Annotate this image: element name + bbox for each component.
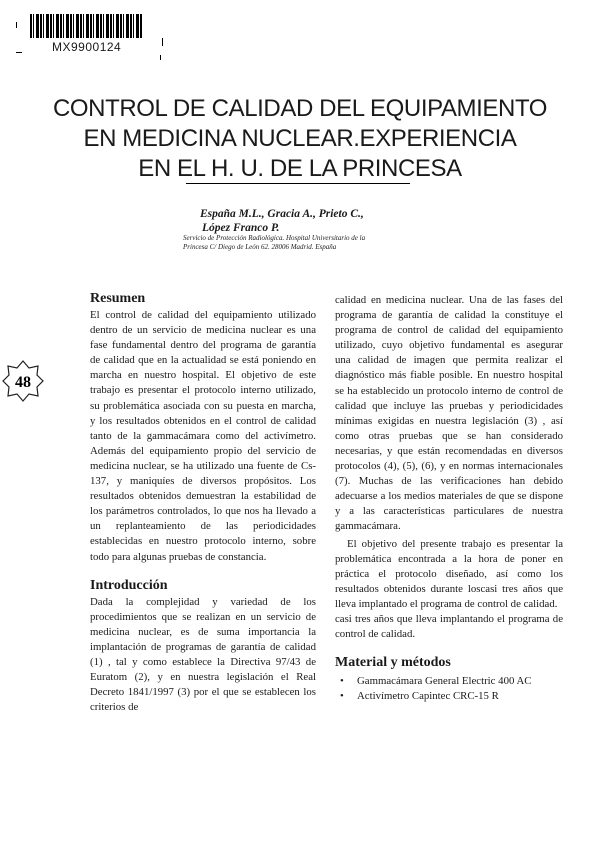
title-underline [186, 183, 410, 184]
page-number: 48 [15, 374, 31, 391]
title-line-1: CONTROL DE CALIDAD DEL EQUIPAMIENTO [52, 95, 548, 122]
title-line-3: EN EL H. U. DE LA PRINCESA [138, 155, 462, 182]
abstract-paragraph: El control de calidad del equipamiento utilizado dentro de un servicio de medicina nuclear es una fase fundamental dentro del programa de garantía de calidad que en la actualidad se está poniendo en marcha en nuestro hospital. El objetivo de este trabajo es presentar el protocolo interno utilizado, su problemática asociada con su puesta en marcha, y los resultados obtenidos en el control de calidad tanto de la gammacámara como del activímetro. Además del equipamiento propio del servicio de medicina nuclear, se ha utilizado una fuente de Cs-137, y maniquíes de diversos propósitos. Los resultados obtenidos demuestran la estabilidad de los parámetros controlados, lo que nos ha llevado a un replanteamiento de las periodicidades establecidas en nuestro protocolo interno, sobre todo para algunas pruebas de constancia. [90, 309, 316, 563]
section-heading-materiales: Material y métodos [335, 655, 451, 671]
authors-line-1: España M.L., Gracia A., Prieto C., [200, 208, 364, 220]
scan-mark [16, 22, 17, 28]
list-item: • Activímetro Capintec CRC-15 R [335, 689, 563, 704]
barcode [30, 14, 142, 38]
section-heading-resumen: Resumen [90, 291, 146, 306]
section-heading-introduccion: Introducción [90, 577, 168, 593]
scan-mark [162, 38, 163, 46]
paper-title [0, 94, 600, 184]
intro-paragraph-1-continued: calidad en medicina nuclear. Una de las fases del programa de garantía de calidad la constituye el programa de control de calidad del equipamiento utilizado, cuyo objetivo fundamental es asegurar una calidad de imagen que permita realizar el diagnóstico más fiable posible. En nuestro hospital se ha establecido un protocolo interno de control de calidad que incluye las pruebas y periodicidades mínimas exigidas en nuestra legislación (3) , así como otras pruebas que se han considerado necesarias, y que están recomendadas en diversos protocolos (4), (5), (6), y en normas internacionales (7). Muchas de las verificaciones han debido adecuarse a los medios materiales de que se dispone y a las características particulares de nuestra gammacámara. [335, 294, 563, 533]
left-column [90, 290, 316, 715]
list-item: • Gammacámara General Electric 400 AC [335, 674, 563, 689]
intro-paragraph-2: El objetivo del presente trabajo es presentar la problemática encontrada a la hora de poner en práctica el protocolo diseñado, así como los resultados obtenidos durante loscasi tres años que lleva implantado el programa de control de calidad. [335, 537, 563, 610]
affiliation: Servicio de Protección Radiológica. Hospital Universitario de la Princesa C/ Diego de León 62. 28006 Madrid. España [183, 234, 366, 251]
title-line-2: EN MEDICINA NUCLEAR.EXPERIENCIA [83, 125, 517, 152]
intro-paragraph-3: casi tres años que lleva implantando el programa de control de calidad. [335, 612, 563, 641]
scan-mark [16, 52, 22, 53]
authors-line-2: López Franco P. [202, 222, 280, 234]
scan-mark [160, 55, 161, 60]
authors [200, 207, 364, 235]
document-id: MX9900124 [52, 40, 122, 54]
page-number-badge [2, 360, 44, 402]
equipment-list [335, 674, 563, 704]
right-column [335, 293, 563, 704]
intro-paragraph-1: Dada la complejidad y variedad de los procedimientos que se realizan en un servicio de medicina nuclear, es de suma importancia la implantación de programas de garantía de calidad (1) , tal y como establece la Directiva 97/43 de Euratom (2), y en nuestra legislación el Real Decreto 1841/1997 (3) por el que se establecen los criterios de [90, 595, 316, 714]
